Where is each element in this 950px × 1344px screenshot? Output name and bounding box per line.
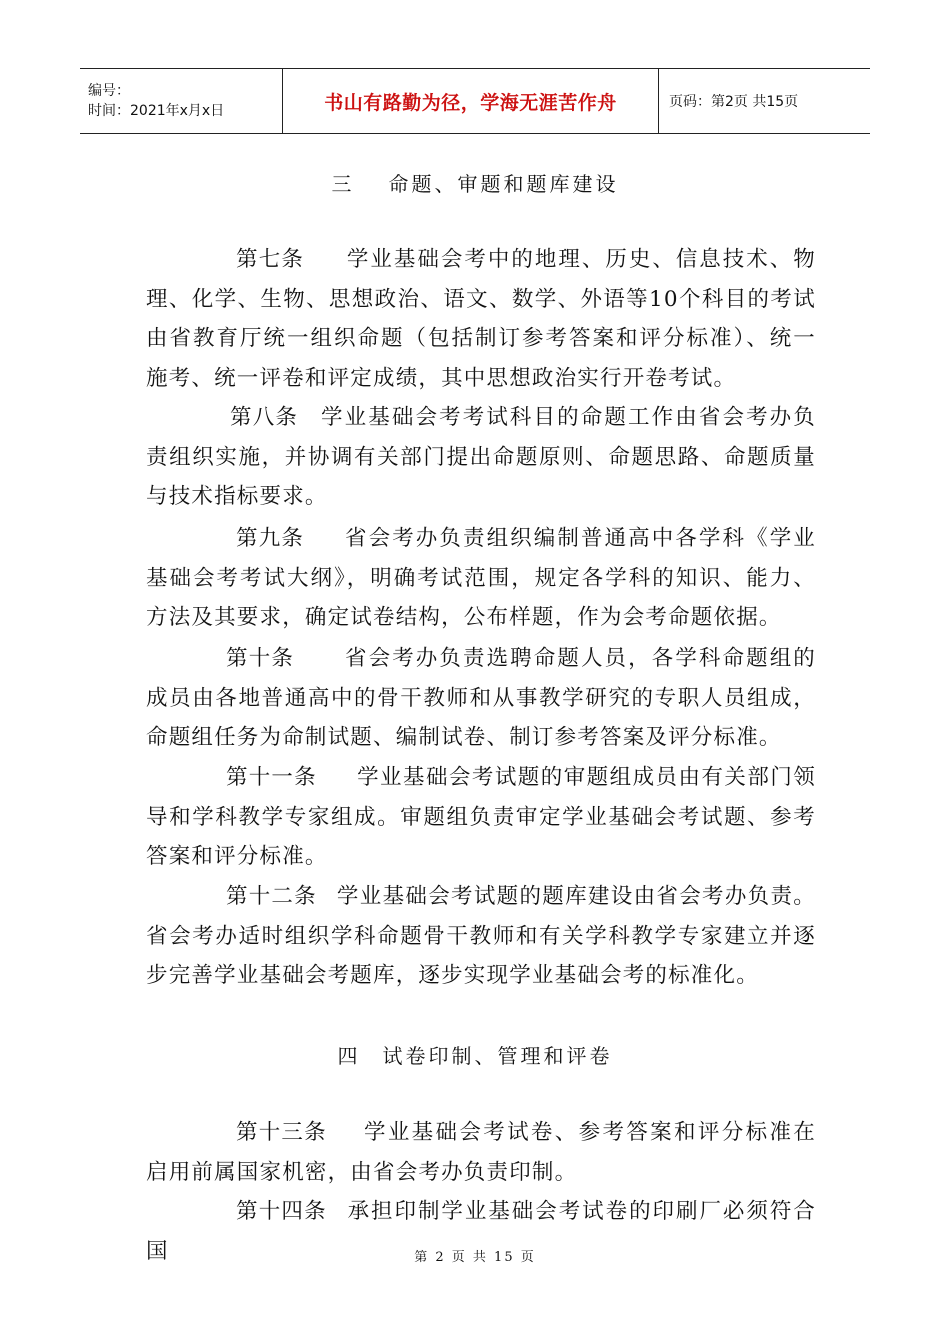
article-text: 省会考办负责选聘命题人员，各学科命题组的成员由各地普通高中的骨干教师和从事教学研究的专职人员组成，命题组任务为命制试题、编制试卷、制订参考答案及评分标准。	[146, 646, 816, 750]
article-number: 第八条	[230, 405, 299, 430]
article-text: 学业基础会考试卷、参考答案和评分标准在启用前属国家机密，由省会考办负责印制。	[146, 1120, 816, 1185]
article-number: 第十三条	[236, 1120, 327, 1145]
article-7	[146, 240, 816, 398]
page-info-text: 页码：第2页 共15页	[669, 94, 799, 110]
section-heading: 命题、审题和题库建设	[388, 172, 619, 196]
article-10	[146, 639, 816, 758]
article-number: 第十二条	[226, 884, 317, 909]
article-text: 学业基础会考试题的审题组成员由有关部门领导和学科教学专家组成。审题组负责审定学业基础会考试题、参考答案和评分标准。	[146, 765, 816, 869]
time-label: 时间：2021年x月x日	[88, 103, 225, 119]
article-number: 第十条	[226, 646, 295, 671]
article-number: 第十一条	[226, 765, 317, 790]
section-number: 三	[331, 172, 355, 196]
article-13	[146, 1113, 816, 1192]
motto-text: 书山有路勤为径，学海无涯苦作舟	[324, 91, 617, 114]
article-text: 学业基础会考中的地理、历史、信息技术、物理、化学、生物、思想政治、语文、数学、外语等10个科目的考试由省教育厅统一组织命题（包括制订参考答案和评分标准）、统一施考、统一评卷和评定成绩，其中思想政治实行开卷考试。	[146, 247, 816, 391]
article-9	[146, 519, 816, 638]
section-title-3	[0, 168, 950, 197]
section-title-4	[0, 1040, 950, 1069]
article-number: 第十四条	[236, 1199, 327, 1224]
article-text: 学业基础会考试题的题库建设由省会考办负责。省会考办适时组织学科命题骨干教师和有关学科教学专家建立并逐步完善学业基础会考题库，逐步实现学业基础会考的标准化。	[146, 884, 816, 988]
article-11	[146, 758, 816, 877]
article-number: 第七条	[236, 247, 305, 272]
header-page-info	[659, 69, 870, 133]
header-meta	[80, 69, 283, 133]
page-footer: 第 2 页 共 15 页	[414, 1250, 536, 1265]
article-text: 学业基础会考考试科目的命题工作由省会考办负责组织实施，并协调有关部门提出命题原则、命题思路、命题质量与技术指标要求。	[146, 405, 816, 509]
header-motto	[283, 69, 659, 133]
article-text: 省会考办负责组织编制普通高中各学科《学业基础会考考试大纲》，明确考试范围，规定各学科的知识、能力、方法及其要求，确定试卷结构，公布样题，作为会考命题依据。	[146, 526, 816, 630]
article-number: 第九条	[236, 526, 305, 551]
article-text: 承担印制学业基础会考试卷的印刷厂必须符合国	[146, 1199, 816, 1264]
article-8	[146, 398, 816, 517]
section-heading: 试卷印制、管理和评卷	[382, 1044, 613, 1068]
page-header	[80, 68, 870, 134]
section-number: 四	[337, 1044, 361, 1068]
code-label: 编号：	[88, 83, 130, 99]
article-12	[146, 877, 816, 996]
